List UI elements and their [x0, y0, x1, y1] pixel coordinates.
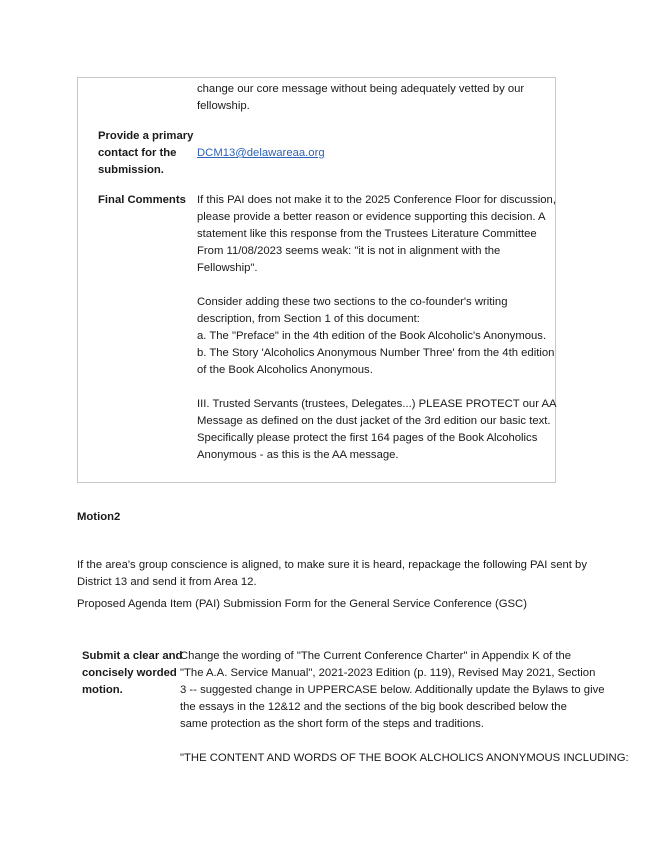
final-comments-text: If this PAI does not make it to the 2025 Conference Floor for discussion, please provide a better reason or evidence supporting this decision. A statement like this response from the Trustees Literature Committee From 11/08/2023 seems weak: "it is not in alignment with the Fellowship". Consider adding these two sections to the co-founder's writing description, from Section 1 of this document: a. The "Preface" in the 4th edition of the Book Alcoholic's Anonymous. b. The Story 'Alcoholics Anonymous Number Three' from the 4th edition of the Book Alcoholics Anonymous. III. Trusted Servants (trustees, Delegates...) PLEASE PROTECT our AA Message as defined on the dust jacket of the 3rd edition our basic text. Specifically please protect the first 164 pages of the Book Alcoholics Anonymous - as this is the AA message. — [197, 194, 557, 461]
top-continuation-text — [197, 81, 524, 115]
submit-quote: "THE CONTENT AND WORDS OF THE BOOK ALCHOLICS ANONYMOUS INCLUDING: — [180, 752, 629, 764]
contact-email-link[interactable]: DCM13@delawareaa.org — [197, 147, 325, 159]
contact-label: Provide a primary contact for the submission. — [98, 130, 194, 176]
submit-motion-label: Submit a clear and concisely worded motion. — [82, 650, 183, 696]
form-title: Proposed Agenda Item (PAI) Submission Form for the General Service Conference (GSC) — [77, 598, 527, 610]
motion2-heading: Motion2 — [77, 511, 121, 523]
final-comments-label: Final Comments — [98, 194, 186, 206]
text-line: change our core message without being adequately vetted by our — [197, 83, 525, 95]
motion2-intro: If the area's group conscience is aligned, to make sure it is heard, repackage the following PAI sent by District 13 and send it from Area 12. — [77, 559, 587, 588]
submit-motion-text: Change the wording of "The Current Conference Charter" in Appendix K of the "The A.A. Service Manual", 2021-2023 Edition (p. 119), Revised May 2021, Section 3 -- suggested change in UPPERCASE below. Additionally update the Bylaws to give the essays in the 12&12 and the sections of the big book described below the same protection as the short form of the steps and traditions. "THE CONTENT AND WORDS OF THE BOOK ALCHOLICS ANONYMOUS INCLUDING: — [180, 648, 629, 767]
text-line: fellowship. — [197, 100, 250, 112]
